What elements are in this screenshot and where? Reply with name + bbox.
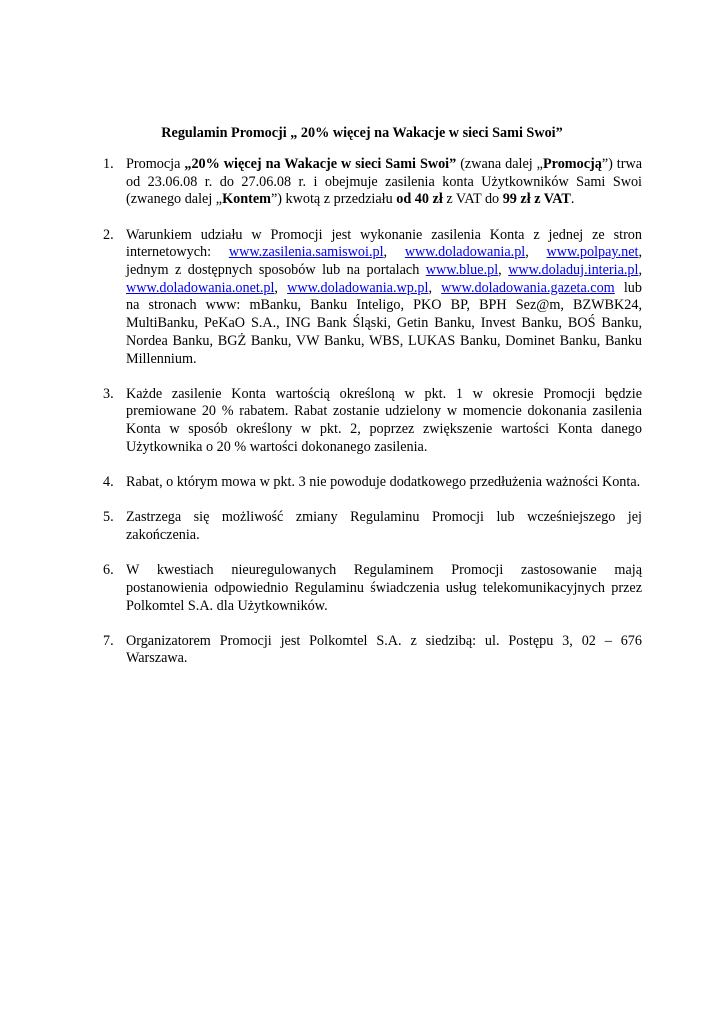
rule-text: Rabat, o którym mowa w pkt. 3 nie powoduje dodatkowego przedłużenia ważności Konta.	[126, 474, 641, 491]
link-zasilenia-samiswoi[interactable]: www.zasilenia.samiswoi.pl	[228, 244, 384, 261]
rule-item-7	[103, 632, 642, 668]
rule-number: 6.	[103, 562, 114, 579]
link-polpay[interactable]: www.polpay.net	[546, 244, 639, 261]
separator: ,	[274, 279, 288, 296]
rule-text: .	[570, 191, 575, 208]
separator: ,	[428, 279, 442, 296]
rule-text: Zastrzega się możliwość zmiany Regulaminu Promocji lub wcześniejszego jej zakończenia.	[126, 509, 642, 543]
separator: ,	[383, 244, 405, 261]
link-doladowania-gazeta[interactable]: www.doladowania.gazeta.com	[441, 279, 615, 296]
rule-item-3	[103, 385, 642, 457]
rule-text: Organizatorem Promocji jest Polkomtel S.A. z siedzibą: ul. Postępu 3, 02 – 676 Warszawa.	[126, 632, 642, 667]
term-konto: Kontem	[222, 191, 271, 208]
link-doladowania[interactable]: www.doladowania.pl	[404, 244, 526, 261]
link-doladuj-interia[interactable]: www.doladuj.interia.pl	[508, 262, 639, 279]
rule-item-2	[103, 226, 643, 369]
rule-item-5	[103, 509, 642, 544]
rule-number: 4.	[103, 474, 114, 491]
rule-text: Warunkiem udziału w Promocji jest wykonanie zasilenia Konta z jednej ze stron internetowych:	[126, 226, 642, 261]
rule-number: 1.	[103, 156, 114, 172]
separator: ,	[638, 262, 643, 279]
rule-number: 3.	[103, 385, 114, 402]
rule-number: 2.	[103, 226, 114, 243]
rule-text: (zwana dalej „	[456, 156, 543, 172]
rule-text: z VAT do	[442, 191, 503, 208]
rule-number: 5.	[103, 509, 114, 526]
term-promocja: Promocją	[542, 156, 602, 172]
rule-text: ”) kwotą z przedziału	[270, 191, 397, 208]
rule-text: W kwestiach nieuregulowanych Regulaminem Promocji zastosowanie mają postanowienia odpowiednio Regulaminu świadczenia usług telekomunikacyjnych przez Polkomtel S.A. dla Użytkowników.	[126, 562, 642, 614]
rule-text: Każde zasilenie Konta wartością określoną w pkt. 1 w okresie Promocji będzie premiowane 20 % rabatem. Rabat zostanie udzielony w momencie dokonania zasilenia Konta w sposób określony w pkt. 2, poprzez zwiększenie wartości Konta danego Użytkownika o 20 % wartości dokonanego zasilenia.	[126, 385, 642, 455]
rules-list	[103, 156, 643, 686]
rule-text: ”) trwa od 23.06.08 r. do 27.06.08 r. i obejmuje zasilenia konta Użytkowników Sami Swoi (zwanego dalej „	[126, 156, 643, 208]
min-amount: od 40 zł	[396, 191, 443, 208]
separator: ,	[498, 262, 509, 279]
rule-text: lub na stronach www: mBanku, Banku Inteligo, PKO BP, BPH Sez@m, BZWBK24, MultiBanku, PeKaO S.A., ING Bank Śląski, Getin Banku, Invest Banku, BOŚ Banku, Nordea Banku, BGŻ Banku, VW Banku, WBS, LUKAS Banku, Dominet Banku, Banku Millennium.	[126, 279, 642, 367]
rule-text: , jednym z dostępnych sposobów lub na portalach	[126, 244, 642, 279]
rule-text: Promocja	[126, 156, 185, 172]
link-doladowania-onet[interactable]: www.doladowania.onet.pl	[126, 279, 275, 296]
promo-name: „20% więcej na Wakacje w sieci Sami Swoi”	[184, 156, 457, 172]
rule-item-4	[103, 474, 642, 492]
link-blue[interactable]: www.blue.pl	[425, 262, 499, 279]
separator: ,	[525, 244, 547, 261]
link-doladowania-wp[interactable]: www.doladowania.wp.pl	[287, 279, 429, 296]
max-amount: 99 zł z VAT	[502, 191, 571, 208]
rule-item-6	[103, 562, 642, 615]
rule-number: 7.	[103, 632, 114, 649]
document-title: Regulamin Promocji „ 20% więcej na Wakacje w sieci Sami Swoi”	[161, 125, 563, 141]
rule-item-1	[103, 156, 643, 209]
